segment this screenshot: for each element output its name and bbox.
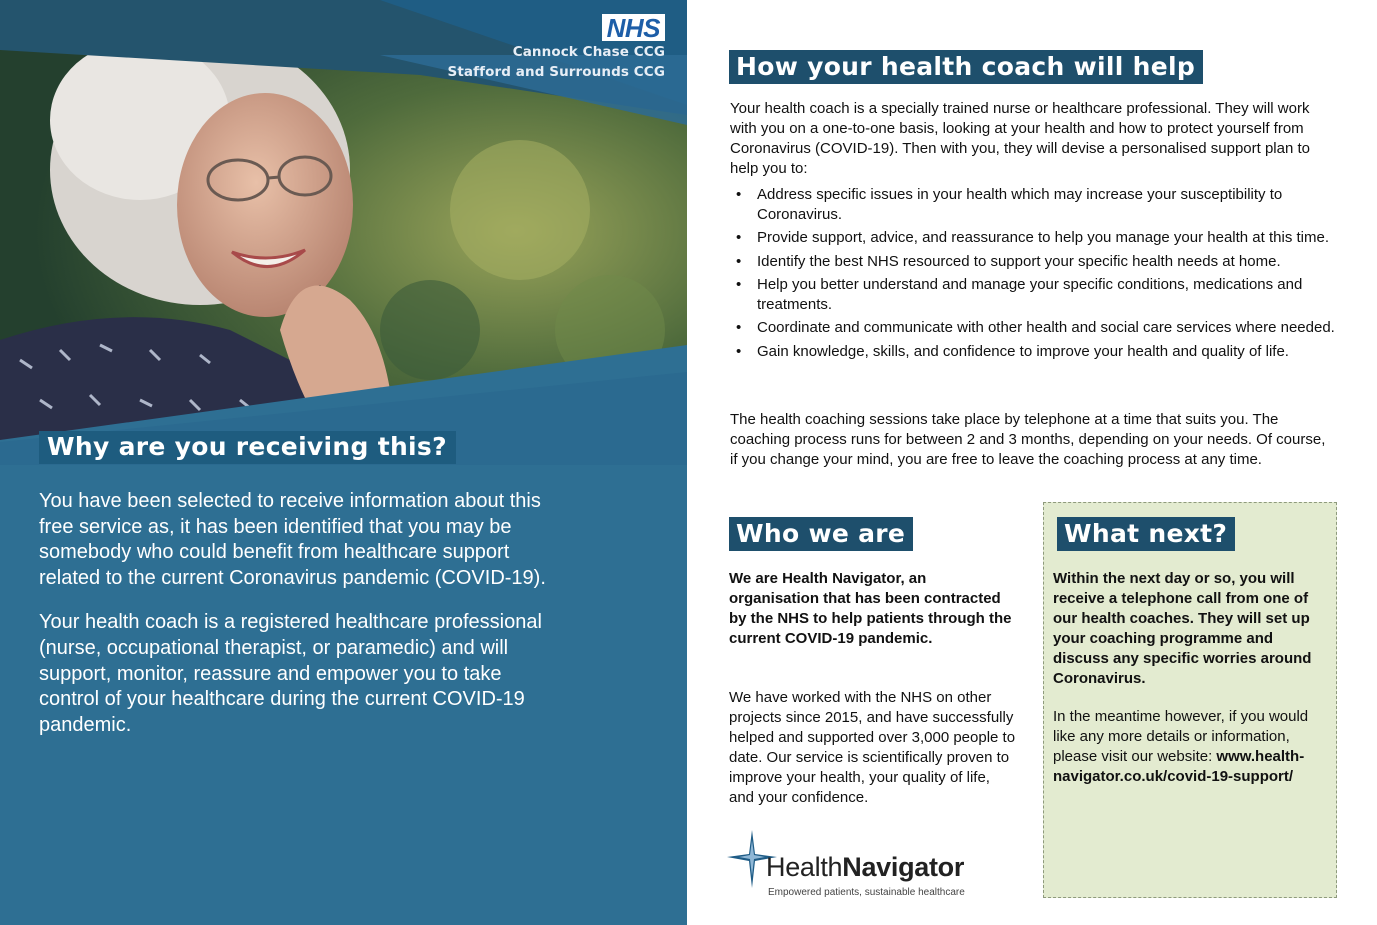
bullet-icon: • <box>736 252 742 270</box>
why-heading-badge <box>39 431 456 464</box>
list-item-text: Provide support, advice, and reassurance to help you manage your health at this time. <box>757 229 1329 246</box>
sessions-paragraph: The health coaching sessions take place by telephone at a time that suits you. The coaching process runs for between 2 and 3 months, depending on your needs. Of course, if you change your mind, you are free to leave the coaching process at any time. <box>730 411 1326 468</box>
health-navigator-logo <box>727 830 997 902</box>
who-bold-text: We are Health Navigator, an organisation that has been contracted by the NHS to help patients through the current COVID-19 pandemic. <box>729 570 1012 647</box>
ccg-name-stafford: Stafford and Surrounds CCG <box>447 64 665 80</box>
who-heading: Who we are <box>729 517 913 551</box>
list-item <box>730 185 1365 224</box>
ccg-name-cannock: Cannock Chase CCG <box>512 44 665 60</box>
next-body-text <box>1053 707 1333 787</box>
why-heading: Why are you receiving this? <box>47 432 447 461</box>
list-item <box>730 252 1365 272</box>
what-next-box <box>1043 502 1337 898</box>
brand-word-light: Health <box>766 852 843 882</box>
website-link[interactable]: www.health-navigator.co.uk/covid-19-support/ <box>1053 748 1305 785</box>
list-item-text: Help you better understand and manage your specific conditions, medications and treatments. <box>757 276 1303 313</box>
left-panel <box>0 0 687 925</box>
list-item-text: Coordinate and communicate with other health and social care services where needed. <box>757 319 1335 336</box>
list-item <box>730 342 1365 362</box>
nhs-branding <box>448 14 665 82</box>
list-item <box>730 318 1365 338</box>
brand-wordmark <box>766 852 964 882</box>
list-item-text: Address specific issues in your health which may increase your susceptibility to Coronavirus. <box>757 186 1283 223</box>
bullet-icon: • <box>736 342 742 360</box>
brand-word-bold: Navigator <box>842 852 965 882</box>
next-bold-text: Within the next day or so, you will receive a telephone call from one of our health coaches. They will set up your coaching programme and discuss any specific worries around Coronavirus. <box>1053 570 1312 687</box>
why-paragraph-1: You have been selected to receive information about this free service as, it has been identified that you may be somebody who could benefit from healthcare support related to the current Coronavirus pandemic (COVID-19). <box>39 490 546 589</box>
list-item-text: Gain knowledge, skills, and confidence to improve your health and quality of life. <box>757 342 1289 360</box>
next-heading: What next? <box>1057 517 1235 551</box>
bullet-icon: • <box>736 319 742 336</box>
next-body-prefix: In the meantime however, if you would like any more details or information, please visit our website: <box>1053 708 1309 765</box>
nhs-logo: NHS <box>602 14 665 41</box>
list-item <box>730 228 1365 248</box>
who-body-text: We have worked with the NHS on other projects since 2015, and have successfully helped and supported over 3,000 people to date. Our service is scientifically proven to improve your health, your quality of life, and your confidence. <box>729 689 1016 806</box>
bullet-icon: • <box>736 186 742 203</box>
list-item <box>730 275 1365 314</box>
coach-intro: Your health coach is a specially trained nurse or healthcare professional. They will work with you on a one-to-one basis, looking at your health and how to protect yourself from Coronavirus (COVID-19). Then with you, they will devise a personalised support plan to help you to: <box>730 100 1311 177</box>
bullet-icon: • <box>736 276 742 293</box>
brand-tagline: Empowered patients, sustainable healthcare <box>768 887 965 898</box>
coach-heading: How your health coach will help <box>729 50 1203 84</box>
why-paragraph-2: Your health coach is a registered healthcare professional (nurse, occupational therapist, or paramedic) and will support, monitor, reassure and empower you to take control of your healthcare during the current COVID-19 pandemic. <box>39 611 542 736</box>
coach-help-list <box>730 185 1365 365</box>
why-body <box>39 489 549 757</box>
list-item-text: Identify the best NHS resourced to support your specific health needs at home. <box>757 252 1281 270</box>
bullet-icon: • <box>736 229 742 246</box>
